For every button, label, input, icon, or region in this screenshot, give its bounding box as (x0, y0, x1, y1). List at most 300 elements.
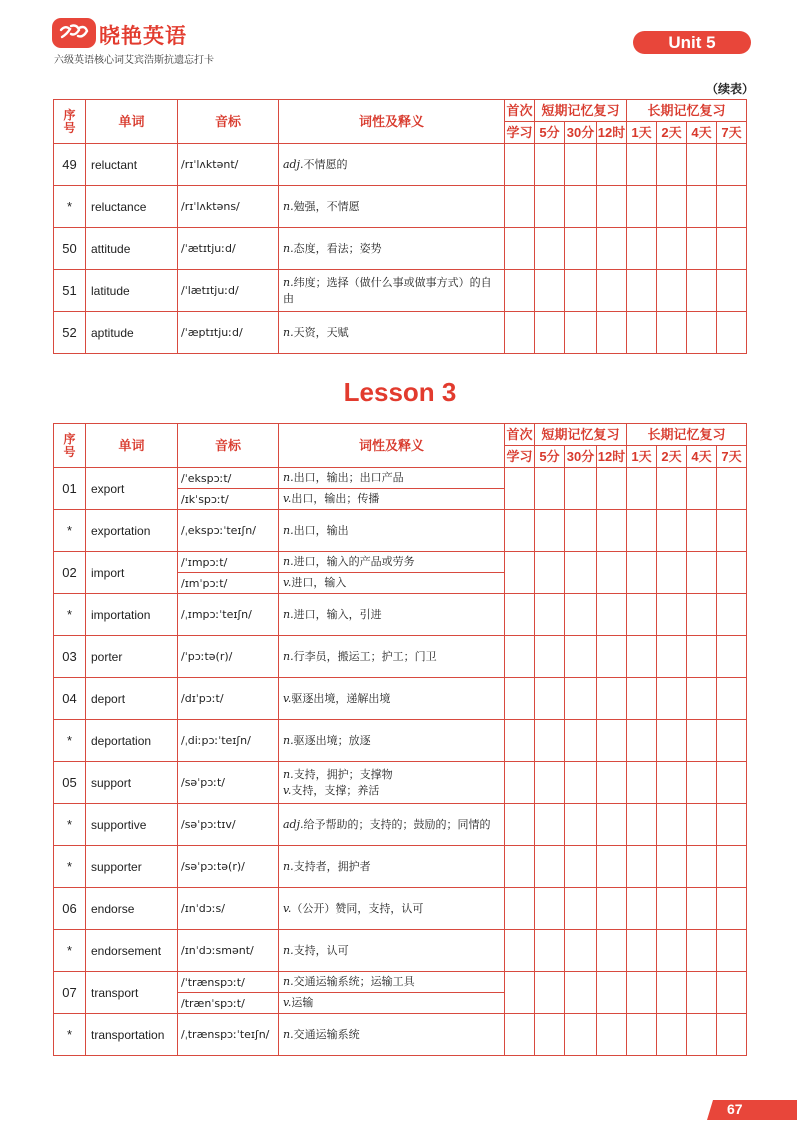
review-checkbox[interactable] (657, 510, 687, 552)
review-checkbox[interactable] (657, 144, 687, 186)
row-definition (279, 846, 505, 888)
review-checkbox[interactable] (597, 1014, 627, 1056)
page-number-tab (707, 1098, 797, 1122)
row-word: aptitude (86, 312, 178, 354)
row-phonetic: /səˈpɔːtɪv/ (178, 804, 279, 846)
part-of-speech: n. (283, 859, 294, 873)
page-tab-shape (707, 1098, 797, 1122)
header-short-col: 30分 (565, 122, 597, 144)
review-checkbox[interactable] (687, 228, 717, 270)
vocab-row (54, 678, 747, 720)
row-seq: * (54, 930, 86, 972)
row-definition (279, 888, 505, 930)
review-checkbox[interactable] (687, 594, 717, 636)
header-long-col: 4天 (687, 446, 717, 468)
review-checkbox[interactable] (597, 804, 627, 846)
vocab-row (54, 762, 747, 804)
review-checkbox[interactable] (535, 678, 565, 720)
review-checkbox[interactable] (597, 888, 627, 930)
row-phonetic: /ˌɪmpɔːˈteɪʃn/ (178, 594, 279, 636)
review-checkbox[interactable] (657, 846, 687, 888)
header-short-col: 12时 (597, 122, 627, 144)
row-word: export (86, 468, 178, 510)
review-checkbox[interactable] (657, 678, 687, 720)
review-checkbox[interactable] (717, 678, 747, 720)
vocab-row (54, 888, 747, 930)
review-checkbox[interactable] (535, 930, 565, 972)
review-checkbox[interactable] (627, 510, 657, 552)
review-checkbox[interactable] (687, 552, 717, 594)
review-checkbox[interactable] (717, 468, 747, 510)
part-of-speech: n. (283, 199, 294, 213)
header-row (54, 100, 747, 122)
review-checkbox[interactable] (597, 270, 627, 312)
lesson-title: Lesson 3 (343, 377, 457, 407)
review-checkbox[interactable] (535, 228, 565, 270)
review-checkbox[interactable] (657, 972, 687, 1014)
review-checkbox[interactable] (717, 594, 747, 636)
row-definition (279, 762, 505, 804)
review-checkbox[interactable] (627, 888, 657, 930)
review-checkbox[interactable] (597, 636, 627, 678)
review-checkbox[interactable] (597, 930, 627, 972)
part-of-speech: n. (283, 975, 294, 989)
row-word: endorse (86, 888, 178, 930)
header-subtitle: 六级英语核心词艾宾浩斯抗遗忘打卡 (54, 55, 214, 66)
vocab-row (54, 972, 747, 993)
review-checkbox[interactable] (597, 144, 627, 186)
definition-text: 支持者，拥护者 (293, 859, 371, 873)
header-short-col: 5分 (535, 122, 565, 144)
part-of-speech: n. (283, 607, 294, 621)
review-checkbox[interactable] (565, 846, 597, 888)
row-definition (279, 270, 505, 312)
review-checkbox[interactable] (687, 270, 717, 312)
header-long-col: 1天 (627, 122, 657, 144)
row-definition (279, 228, 505, 270)
review-checkbox[interactable] (505, 888, 535, 930)
review-checkbox[interactable] (627, 1014, 657, 1056)
review-checkbox[interactable] (535, 468, 565, 510)
review-checkbox[interactable] (657, 552, 687, 594)
row-seq: 07 (54, 972, 86, 1014)
review-checkbox[interactable] (717, 186, 747, 228)
review-checkbox[interactable] (535, 972, 565, 1014)
review-checkbox[interactable] (565, 1014, 597, 1056)
row-phonetic: /ˌdiːpɔːˈteɪʃn/ (178, 720, 279, 762)
review-checkbox[interactable] (627, 678, 657, 720)
review-checkbox[interactable] (687, 804, 717, 846)
review-checkbox[interactable] (627, 228, 657, 270)
row-definition (279, 1014, 505, 1056)
review-checkbox[interactable] (717, 720, 747, 762)
review-checkbox[interactable] (535, 1014, 565, 1056)
review-checkbox[interactable] (565, 186, 597, 228)
header-definition: 词性及释义 (279, 100, 505, 144)
review-checkbox[interactable] (505, 552, 535, 594)
review-checkbox[interactable] (687, 930, 717, 972)
review-checkbox[interactable] (597, 552, 627, 594)
review-checkbox[interactable] (657, 468, 687, 510)
review-checkbox[interactable] (505, 468, 535, 510)
review-checkbox[interactable] (717, 144, 747, 186)
review-checkbox[interactable] (565, 930, 597, 972)
row-seq: * (54, 510, 86, 552)
review-checkbox[interactable] (717, 228, 747, 270)
header-long-col: 7天 (717, 122, 747, 144)
vocab-row (54, 186, 747, 228)
review-checkbox[interactable] (657, 762, 687, 804)
row-phonetic: /ˈekspɔːt/ (178, 468, 279, 489)
review-checkbox[interactable] (627, 972, 657, 1014)
review-checkbox[interactable] (627, 270, 657, 312)
unit-badge: Unit 5 (633, 31, 751, 54)
row-word: reluctance (86, 186, 178, 228)
part-of-speech: n. (283, 471, 294, 485)
row-word: latitude (86, 270, 178, 312)
review-checkbox[interactable] (717, 972, 747, 1014)
row-seq: * (54, 720, 86, 762)
row-definition (279, 594, 505, 636)
row-phonetic: /ˌekspɔːˈteɪʃn/ (178, 510, 279, 552)
header-short-col: 30分 (565, 446, 597, 468)
definition-text: 支持，拥护；支撑物 (293, 767, 393, 781)
row-seq: 05 (54, 762, 86, 804)
vocab-row (54, 552, 747, 573)
review-checkbox[interactable] (505, 972, 535, 1014)
review-checkbox[interactable] (505, 1014, 535, 1056)
review-checkbox[interactable] (597, 186, 627, 228)
review-checkbox[interactable] (627, 468, 657, 510)
row-seq: * (54, 594, 86, 636)
review-checkbox[interactable] (597, 228, 627, 270)
review-checkbox[interactable] (717, 510, 747, 552)
review-checkbox[interactable] (687, 144, 717, 186)
vocab-row (54, 468, 747, 489)
review-checkbox[interactable] (535, 804, 565, 846)
part-of-speech: n. (283, 325, 294, 339)
header-first-study-top: 首次 (505, 100, 535, 122)
review-checkbox[interactable] (535, 594, 565, 636)
row-definition (279, 552, 505, 573)
vocab-row (54, 228, 747, 270)
row-phonetic: /dɪˈpɔːt/ (178, 678, 279, 720)
review-checkbox[interactable] (535, 636, 565, 678)
row-word: support (86, 762, 178, 804)
review-checkbox[interactable] (565, 762, 597, 804)
row-definition (279, 144, 505, 186)
review-checkbox[interactable] (687, 186, 717, 228)
review-checkbox[interactable] (687, 636, 717, 678)
review-checkbox[interactable] (627, 594, 657, 636)
review-checkbox[interactable] (565, 804, 597, 846)
row-definition (279, 804, 505, 846)
review-checkbox[interactable] (657, 720, 687, 762)
definition-text: 天资，天赋 (293, 325, 349, 339)
review-checkbox[interactable] (565, 552, 597, 594)
row-word: transport (86, 972, 178, 1014)
row-phonetic: /ɪnˈdɔːs/ (178, 888, 279, 930)
header-long-col: 7天 (717, 446, 747, 468)
definition-text: 进口，输入，引进 (293, 607, 382, 621)
review-checkbox[interactable] (657, 888, 687, 930)
review-checkbox[interactable] (565, 636, 597, 678)
definition-text: 不情愿的 (303, 157, 348, 171)
page-number: 67 (727, 1101, 743, 1117)
row-phonetic: /ˈæptɪtjuːd/ (178, 312, 279, 354)
definition-text: 出口，输出；出口产品 (293, 471, 404, 485)
header-phonetic: 音标 (178, 100, 279, 144)
review-checkbox[interactable] (687, 972, 717, 1014)
part-of-speech: n. (283, 1027, 294, 1041)
review-checkbox[interactable] (597, 972, 627, 1014)
header-seq: 序号 (54, 424, 86, 468)
review-checkbox[interactable] (717, 930, 747, 972)
vocab-row (54, 510, 747, 552)
review-checkbox[interactable] (565, 270, 597, 312)
row-word: exportation (86, 510, 178, 552)
review-checkbox[interactable] (687, 1014, 717, 1056)
definition-text: 行李员，搬运工；护工；门卫 (293, 649, 437, 663)
row-word: supportive (86, 804, 178, 846)
review-checkbox[interactable] (717, 636, 747, 678)
vocab-row (54, 636, 747, 678)
review-checkbox[interactable] (687, 468, 717, 510)
review-checkbox[interactable] (717, 1014, 747, 1056)
review-checkbox[interactable] (505, 510, 535, 552)
review-checkbox[interactable] (717, 762, 747, 804)
row-definition (279, 186, 505, 228)
row-seq: * (54, 846, 86, 888)
review-checkbox[interactable] (687, 678, 717, 720)
review-checkbox[interactable] (505, 228, 535, 270)
vocab-row (54, 930, 747, 972)
header-short-col: 12时 (597, 446, 627, 468)
review-checkbox[interactable] (657, 636, 687, 678)
review-checkbox[interactable] (657, 1014, 687, 1056)
row-seq: 49 (54, 144, 86, 186)
review-checkbox[interactable] (535, 762, 565, 804)
review-checkbox[interactable] (687, 510, 717, 552)
review-checkbox[interactable] (535, 144, 565, 186)
vocab-row (54, 312, 747, 354)
definition-text: 运输 (291, 996, 314, 1010)
review-checkbox[interactable] (627, 804, 657, 846)
review-checkbox[interactable] (565, 972, 597, 1014)
row-phonetic: /rɪˈlʌktənt/ (178, 144, 279, 186)
row-seq: * (54, 804, 86, 846)
definition-text: 出口，输出；传播 (291, 492, 380, 506)
row-seq: 03 (54, 636, 86, 678)
review-checkbox[interactable] (565, 678, 597, 720)
review-checkbox[interactable] (597, 720, 627, 762)
header-row (54, 424, 747, 446)
vocab-row (54, 846, 747, 888)
review-checkbox[interactable] (535, 270, 565, 312)
review-checkbox[interactable] (505, 720, 535, 762)
vocab-row (54, 144, 747, 186)
review-checkbox[interactable] (657, 186, 687, 228)
header-long-col: 2天 (657, 122, 687, 144)
row-word: reluctant (86, 144, 178, 186)
definition-text: 出口，输出 (293, 523, 349, 537)
row-phonetic: /trænˈspɔːt/ (178, 993, 279, 1014)
review-checkbox[interactable] (535, 312, 565, 354)
header-word: 单词 (86, 100, 178, 144)
review-checkbox[interactable] (627, 552, 657, 594)
row-seq: 02 (54, 552, 86, 594)
definition-text: 交通运输系统 (293, 1027, 360, 1041)
part-of-speech: v. (283, 492, 292, 506)
review-checkbox[interactable] (535, 846, 565, 888)
review-checkbox[interactable] (505, 144, 535, 186)
review-checkbox[interactable] (627, 720, 657, 762)
review-checkbox[interactable] (657, 312, 687, 354)
review-checkbox[interactable] (627, 636, 657, 678)
review-checkbox[interactable] (505, 594, 535, 636)
header-long-review: 长期记忆复习 (627, 100, 747, 122)
review-checkbox[interactable] (657, 930, 687, 972)
review-checkbox[interactable] (657, 270, 687, 312)
review-checkbox[interactable] (565, 312, 597, 354)
review-checkbox[interactable] (535, 888, 565, 930)
review-checkbox[interactable] (597, 510, 627, 552)
row-word: deportation (86, 720, 178, 762)
review-checkbox[interactable] (717, 846, 747, 888)
row-word: porter (86, 636, 178, 678)
review-checkbox[interactable] (627, 762, 657, 804)
review-checkbox[interactable] (657, 594, 687, 636)
review-checkbox[interactable] (505, 678, 535, 720)
header-long-col: 1天 (627, 446, 657, 468)
header-word: 单词 (86, 424, 178, 468)
row-word: deport (86, 678, 178, 720)
review-checkbox[interactable] (597, 468, 627, 510)
review-checkbox[interactable] (505, 930, 535, 972)
definition-text: 进口，输入的产品或劳务 (293, 555, 415, 569)
definition-text: 进口，输入 (291, 576, 347, 590)
definition-text: 驱逐出境；放逐 (293, 733, 371, 747)
row-phonetic: /ˈɪmpɔːt/ (178, 552, 279, 573)
review-checkbox[interactable] (565, 888, 597, 930)
row-phonetic: /ˌtrænspɔːˈteɪʃn/ (178, 1014, 279, 1056)
vocab-row (54, 804, 747, 846)
row-seq: 50 (54, 228, 86, 270)
row-definition (279, 636, 505, 678)
review-checkbox[interactable] (505, 762, 535, 804)
review-checkbox[interactable] (565, 144, 597, 186)
review-checkbox[interactable] (687, 846, 717, 888)
review-checkbox[interactable] (717, 312, 747, 354)
header-seq: 序号 (54, 100, 86, 144)
review-checkbox[interactable] (505, 846, 535, 888)
review-checkbox[interactable] (717, 552, 747, 594)
row-definition (279, 312, 505, 354)
part-of-speech: v. (283, 691, 292, 705)
part-of-speech: adj. (283, 817, 304, 831)
review-checkbox[interactable] (505, 804, 535, 846)
definition-text: 支持，支撑；养活 (291, 783, 380, 797)
review-checkbox[interactable] (565, 468, 597, 510)
row-definition (279, 930, 505, 972)
review-checkbox[interactable] (627, 312, 657, 354)
review-checkbox[interactable] (657, 804, 687, 846)
definition-text: 态度，看法；姿势 (293, 241, 382, 255)
row-word: attitude (86, 228, 178, 270)
review-checkbox[interactable] (597, 762, 627, 804)
row-phonetic: /ɪmˈpɔːt/ (178, 573, 279, 594)
review-checkbox[interactable] (597, 594, 627, 636)
review-checkbox[interactable] (657, 228, 687, 270)
part-of-speech: n. (283, 767, 294, 781)
definition-text: 纬度；选择（做什么事或做事方式）的自由 (283, 275, 492, 305)
review-checkbox[interactable] (717, 270, 747, 312)
header-short-col: 5分 (535, 446, 565, 468)
review-checkbox[interactable] (627, 846, 657, 888)
review-checkbox[interactable] (627, 186, 657, 228)
review-checkbox[interactable] (535, 720, 565, 762)
part-of-speech: n. (283, 275, 294, 289)
review-checkbox[interactable] (535, 510, 565, 552)
part-of-speech: v. (283, 783, 292, 797)
part-of-speech: n. (283, 523, 294, 537)
review-checkbox[interactable] (565, 594, 597, 636)
review-checkbox[interactable] (687, 762, 717, 804)
row-word: endorsement (86, 930, 178, 972)
definition-text: 支持，认可 (293, 943, 349, 957)
row-definition (279, 510, 505, 552)
vocab-table-continued (53, 99, 747, 354)
review-checkbox[interactable] (505, 186, 535, 228)
definition-text: 给予帮助的；支持的；鼓励的；同情的 (303, 817, 491, 831)
review-checkbox[interactable] (627, 930, 657, 972)
row-phonetic: /səˈpɔːt/ (178, 762, 279, 804)
review-checkbox[interactable] (687, 888, 717, 930)
review-checkbox[interactable] (535, 186, 565, 228)
row-phonetic: /ɪnˈdɔːsmənt/ (178, 930, 279, 972)
row-phonetic: /rɪˈlʌktəns/ (178, 186, 279, 228)
part-of-speech: v. (283, 901, 292, 915)
review-checkbox[interactable] (565, 510, 597, 552)
header-first-study-bottom: 学习 (505, 122, 535, 144)
row-seq: 04 (54, 678, 86, 720)
review-checkbox[interactable] (535, 552, 565, 594)
part-of-speech: n. (283, 733, 294, 747)
brand-logo-icon (52, 18, 96, 48)
review-checkbox[interactable] (597, 846, 627, 888)
header-short-review: 短期记忆复习 (535, 100, 627, 122)
row-phonetic: /səˈpɔːtə(r)/ (178, 846, 279, 888)
review-checkbox[interactable] (717, 804, 747, 846)
row-definition (279, 489, 505, 510)
review-checkbox[interactable] (597, 312, 627, 354)
row-phonetic: /ˈpɔːtə(r)/ (178, 636, 279, 678)
review-checkbox[interactable] (505, 270, 535, 312)
review-checkbox[interactable] (565, 720, 597, 762)
review-checkbox[interactable] (687, 312, 717, 354)
part-of-speech: n. (283, 555, 294, 569)
part-of-speech: n. (283, 241, 294, 255)
review-checkbox[interactable] (717, 888, 747, 930)
review-checkbox[interactable] (505, 312, 535, 354)
review-checkbox[interactable] (597, 678, 627, 720)
part-of-speech: v. (283, 576, 292, 590)
header-phonetic: 音标 (178, 424, 279, 468)
review-checkbox[interactable] (505, 636, 535, 678)
review-checkbox[interactable] (687, 720, 717, 762)
review-checkbox[interactable] (627, 144, 657, 186)
review-checkbox[interactable] (565, 228, 597, 270)
